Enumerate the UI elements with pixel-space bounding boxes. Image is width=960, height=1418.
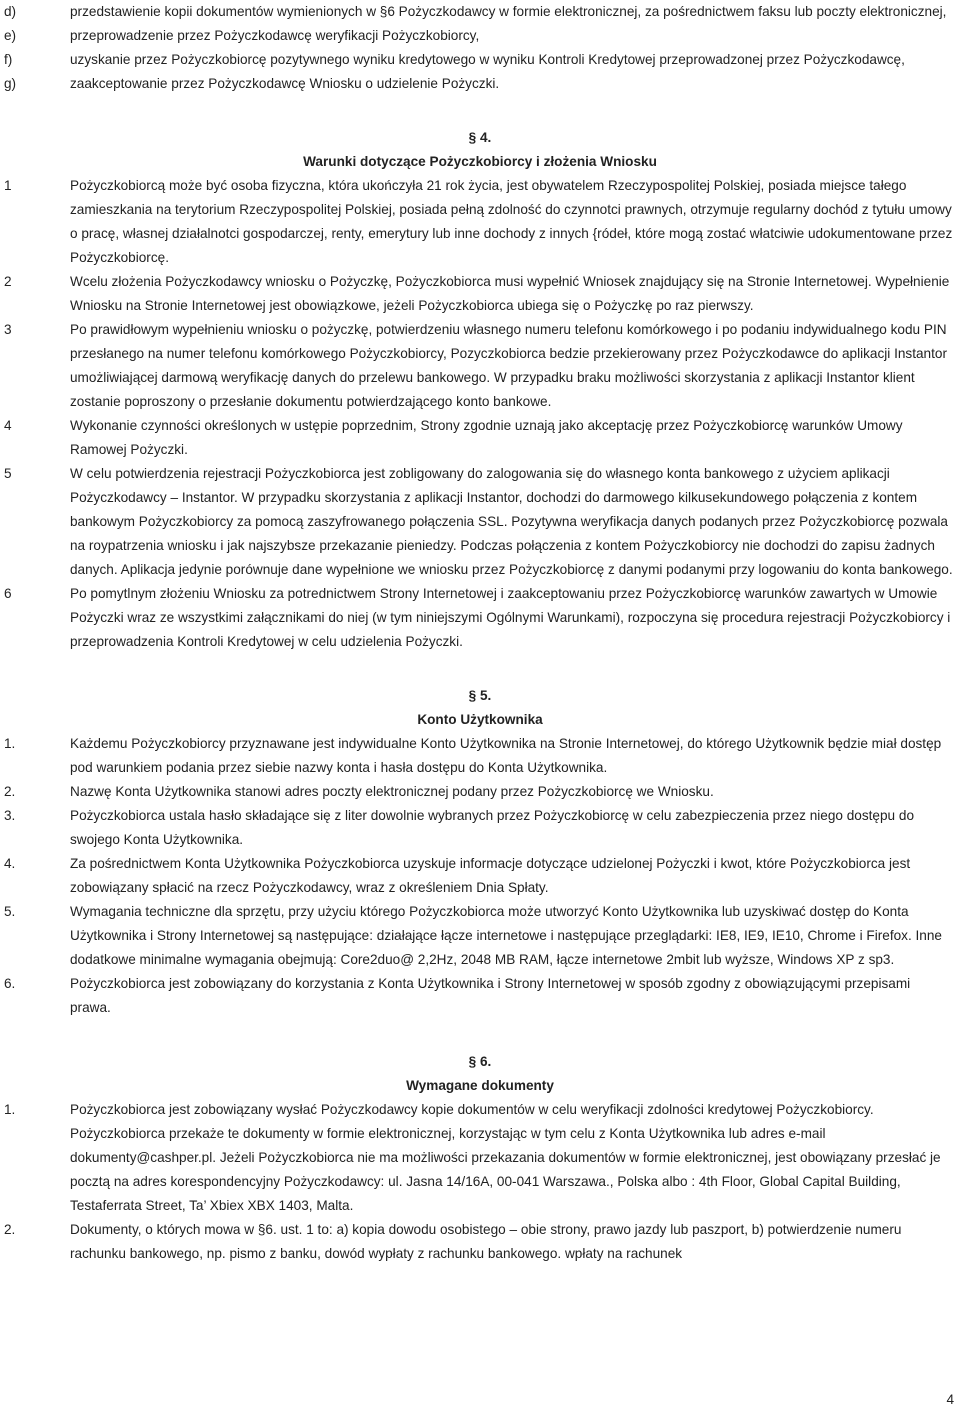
list-item [0,582,960,654]
item-text: Wcelu złożenia Pożyczkodawcy wniosku o Pożyczkę, Pożyczkobiorca musi wypełnić Wniosek znajdujący się na Stronie Internetowej. Wypełnienie Wniosku na Stronie Internetowej jest obowiązkowe, jeżeli Pożyczkobiorca ubiega się o Pożyczkę po raz pierwszy. [70,274,950,313]
item-label: 2. [4,784,16,799]
item-text: Wykonanie czynności określonych w ustępie poprzednim, Strony zgodnie uznają jako akceptację przez Pożyczkobiorcę warunków Umowy Ramowej Pożyczki. [70,418,903,457]
item-text: Wymagania techniczne dla sprzętu, przy użyciu którego Pożyczkobiorca może utworzyć Konto Użytkownika lub uzyskiwać dostęp do Konta Użytkownika i Strony Internetowej są następujące: działające łącze internetowe i następujące przeglądarki: IE8, IE9, IE10, Chrome i Firefox. Inne dodatkowe minimalne wymagania obejmują: Core2duo@ 2,2Hz, 2048 MB RAM, łącze internetowe 2mbit lub wyższe, Windows XP z sp3. [70,904,942,967]
item-label: d) [4,4,17,19]
item-label: 2. [4,1222,16,1237]
list-item [0,48,960,72]
item-text: Każdemu Pożyczkobiorcy przyznawane jest indywidualne Konto Użytkownika na Stronie Internetowej, do którego Użytkownik będzie miał dostęp pod warunkiem podania przez siebie nazwy konta i hasła dostępu do Konta Użytkownika. [70,736,942,775]
item-label: e) [4,28,17,43]
list-item [0,1098,960,1218]
list-item [0,270,960,318]
list-item [0,414,960,462]
section-title: Warunki dotyczące Pożyczkobiorcy i złożenia Wniosku [303,154,657,169]
item-text: Pożyczkobiorcą może być osoba fizyczna, która ukończyła 21 rok życia, jest obywatelem Rzeczypospolitej Polskiej, posiada miejsce tałego zamieszkania na terytorium Rzeczypospolitej Polskiej, posiada pełną zdolność do czynnotci prawnych, otrzymuje regularny dochód z tytułu umowy o pracę, własnej działalnotci gospodarczej, renty, emerytury lub inne dochody z innych {ródeł, które mogą zostać włatciwie udokumentowane przez Pożyczkobiorcę. [70,178,953,265]
list-item [0,174,960,270]
item-text: uzyskanie przez Pożyczkobiorcę pozytywnego wyniku kredytowego w wyniku Kontroli Kredytowej przeprowadzonej przez Pożyczkodawcę, [70,52,905,67]
item-text: Za pośrednictwem Konta Użytkownika Pożyczkobiorca uzyskuje informacje dotyczące udzielonej Pożyczki i kwot, które Pożyczkobiorca jest zobowiązany spłacić na rzecz Pożyczkodawcy, wraz z określeniem Dnia Spłaty. [70,856,911,895]
item-text: Po prawidłowym wypełnieniu wniosku o pożyczkę, potwierdzeniu własnego numeru telefonu komórkowego i po podaniu indywidualnego kodu PIN przesłanego na numer telefonu komórkowego Pożyczkobiorcy, Pozyczkobiorca bedzie przekierowany przez Pożyczkodawce do aplikacji Instantor umożliwiającej darmową weryfikację danych do przelewu bankowego. W przypadku braku możliwości skorzystania z aplikacji Instantor klient zostanie poproszony o przesłanie dokumentu potwierdzającego konto bankowe. [70,322,947,409]
list-item [0,852,960,900]
section-number: § 5. [468,688,492,703]
page-number: 4 [946,1392,954,1407]
item-text: Nazwę Konta Użytkownika stanowi adres poczty elektronicznej podany przez Pożyczkobiorcę we Wniosku. [70,784,714,799]
item-text: W celu potwierdzenia rejestracji Pożyczkobiorca jest zobligowany do zalogowania się do własnego konta bankowego z użyciem aplikacji Pożyczkodawcy – Instantor. W przypadku skorzystania z aplikacji Instantor, dochodzi do darmowego kilkusekundowego połączenia z kontem bankowym Pożyczkobiorcy za pomocą zaszyfrowanego połączenia SSL. Pozytywna weryfikacja danych podanych przez Pożyczkobiorcę pozwala na roypatrzenia wniosku i jak najszybsze przekazanie pieniedzy. Podczas połączenia z kontem Pożyczkobiorcy nie dochodzi do zapisu żadnych danych. Aplikacja jedynie porównuje dane wypełnione we wniosku przez Pożyczkobiorcę z danymi podanymi przy logowaniu do konta bankowego. [70,466,953,577]
item-label: 4 [4,418,12,433]
section-6 [0,1050,960,1266]
list-item [0,318,960,414]
item-text: przeprowadzenie przez Pożyczkodawcę weryfikacji Pożyczkobiorcy, [70,28,480,43]
list-item [0,462,960,582]
item-label: f) [4,52,13,67]
item-label: 2 [4,274,12,289]
list-item [0,804,960,852]
item-label: 3. [4,808,16,823]
item-label: g) [4,76,17,91]
section-title: Konto Użytkownika [417,712,543,727]
item-label: 1. [4,1102,16,1117]
item-label: 1. [4,736,16,751]
item-label: 1 [4,178,12,193]
item-text: Dokumenty, o których mowa w §6. ust. 1 to: a) kopia dowodu osobistego – obie strony, prawo jazdy lub paszport, b) potwierdzenie numeru rachunku bankowego, np. pismo z banku, dowód wypłaty z rachunku bankowego. wpłaty na rachunek [70,1222,902,1261]
item-text: Pożyczkobiorca jest zobowiązany wysłać Pożyczkodawcy kopie dokumentów w celu weryfikacji zdolności kredytowej Pożyczkobiorcy. Pożyczkobiorca przekaże te dokumenty w formie elektronicznej, korzystając w tym celu z Konta Użytkownika lub adres e-mail dokumenty@cashper.pl. Jeżeli Pożyczkobiorca nie ma możliwości przekazania dokumentów w formie elektronicznej, jest obowiązany przesłać je pocztą na adres korespondencyjny Pożyczkodawcy: ul. Jasna 14/16A, 00-041 Warszawa., Polska albo : 4th Floor, Global Capital Building, Testaferrata Street, Ta’ Xbiex XBX 1403, Malta. [70,1102,941,1213]
section-title: Wymagane dokumenty [406,1078,554,1093]
item-label: 5 [4,466,12,481]
list-item [0,732,960,780]
item-label: 6. [4,976,16,991]
section-number: § 6. [468,1054,492,1069]
item-text: przedstawienie kopii dokumentów wymienionych w §6 Pożyczkodawcy w formie elektronicznej, za pośrednictwem faksu lub poczty elektronicznej, [70,4,947,19]
list-item [0,1218,960,1266]
list-item [0,72,960,96]
item-text: Pożyczkobiorca ustala hasło składające się z liter dowolnie wybranych przez Pożyczkobiorcę w celu zabezpieczenia przez niego dostępu do swojego Konta Użytkownika. [70,808,915,847]
item-label: 5. [4,904,16,919]
section-number: § 4. [468,130,492,145]
item-label: 4. [4,856,16,871]
section-5 [0,684,960,1020]
item-text: Pożyczkobiorca jest zobowiązany do korzystania z Konta Użytkownika i Strony Internetowej w sposób zgodny z obowiązującymi przepisami prawa. [70,976,911,1015]
intro-list [0,0,960,96]
list-item [0,0,960,24]
list-item [0,900,960,972]
item-label: 6 [4,586,12,601]
section-4 [0,126,960,654]
item-text: Po pomytlnym złożeniu Wniosku za potrednictwem Strony Internetowej i zaakceptowaniu przez Pożyczkobiorcę warunków zawartych w Umowie Pożyczki wraz ze wszystkimi załącznikami do niej (w tym niniejszymi Ogólnymi Warunkami), rozpoczyna się procedura rejestracji Pożyczkobiorcy i przeprowadzenia Kontroli Kredytowej w celu udzielenia Pożyczki. [70,586,951,649]
item-text: zaakceptowanie przez Pożyczkodawcę Wniosku o udzielenie Pożyczki. [70,76,500,91]
list-item [0,780,960,804]
item-label: 3 [4,322,12,337]
list-item [0,972,960,1020]
list-item [0,24,960,48]
